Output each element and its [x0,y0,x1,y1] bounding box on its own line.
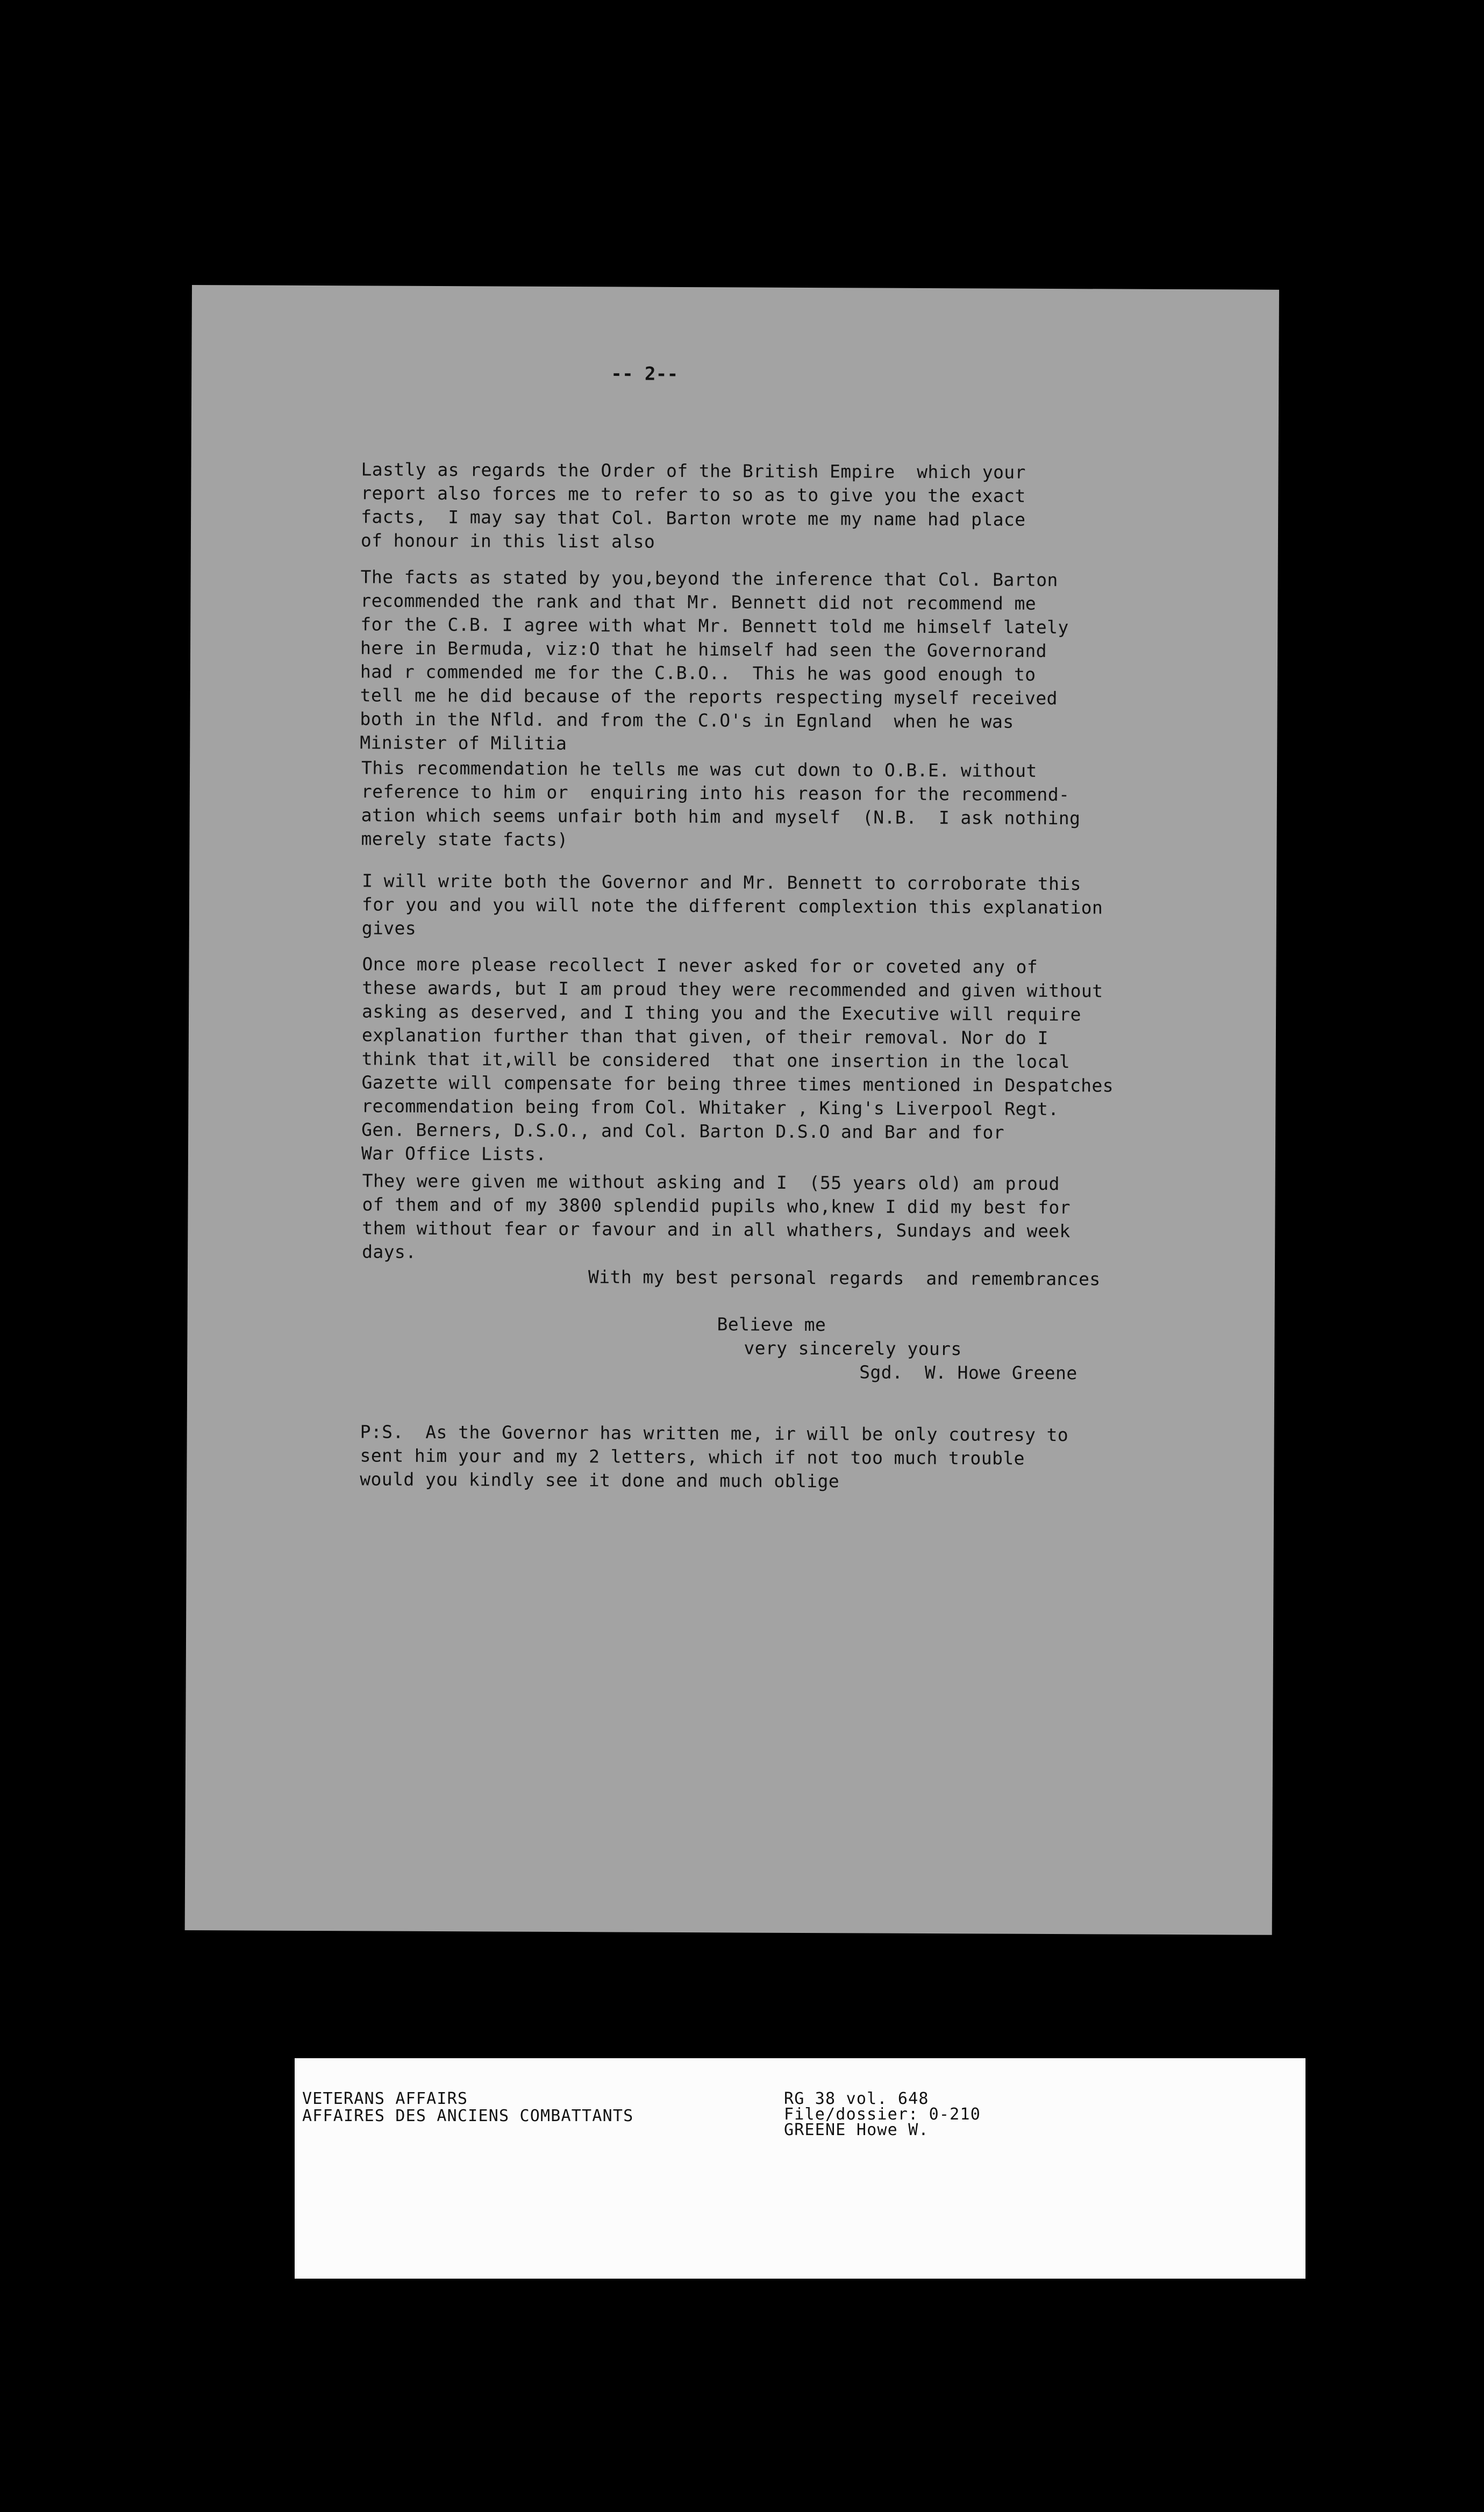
record-group: RG 38 vol. 648 [784,2089,929,2108]
paragraph-order-british-empire: Lastly as regards the Order of the British Empire which your report also forces me to refer to so as to give you the exact facts, I may say that Col. Barton wrote me my name had place of honour in this list also [360,459,1026,552]
closing-believe: Believe me [717,1314,826,1336]
department-english: VETERANS AFFAIRS [302,2089,468,2108]
letter-page [185,285,1279,1935]
closing-line: With my best personal regards and remembrances [588,1266,1101,1290]
subject-name: GREENE Howe W. [784,2121,929,2139]
paragraph-recommendation-cut-down: This recommendation he tells me was cut down to O.B.E. without reference to him or enquiring into his reason for the recommend- ation which seems unfair both him and myself (N.B. I ask nothing merely state facts) [361,757,1081,851]
file-number: File/dossier: 0-210 [784,2105,981,2124]
department-french: AFFAIRES DES ANCIENS COMBATTANTS [302,2107,634,2125]
paragraph-given-without-asking: They were given me without asking and I (55 years old) am proud of them and of my 3800 splendid pupils who,knew I did my best for them without fear or favour and in all whathers, Sundays and week days. [362,1170,1071,1262]
page-number: -- 2-- [611,363,679,385]
signature: Sgd. W. Howe Greene [859,1361,1078,1384]
closing-sincerely: very sincerely yours [744,1337,962,1360]
paragraph-recollect: Once more please recollect I never asked for or coveted any of these awards, but I am proud they were recommended and given without asking as deserved, and I thing you and the Executive will require explanation further than that given, of their removal. Nor do I think that it,will be considered that one insertion in the local Gazette will compensate for being three times mentioned in Despatches recommendation being from Col. Whitaker , King's Liverpool Regt. Gen. Berners, D.S.O., and Col. Barton D.S.O and Bar and for War Office Lists. [361,953,1114,1165]
postscript: P:S. As the Governor has written me, ir will be only coutresy to sent him your and my 2 letters, which if not too much trouble would you kindly see it done and much oblige [360,1421,1069,1492]
paragraph-facts-as-stated: The facts as stated by you,beyond the inference that Col. Barton recommended the rank and that Mr. Bennett did not recommend me for the C.B. I agree with what Mr. Bennett told me himself lately here in Bermuda, viz:O that he himself had seen the Governorand had r commended me for the C.B.O.. This he was good enough to tell me he did because of the reports respecting myself received both in the Nfld. and from the C.O's in Egnland when he was Minister of Militia [360,566,1069,754]
paragraph-will-write: I will write both the Governor and Mr. Bennett to corroborate this for you and you will note the different complextion this explanation gives [361,870,1103,939]
archive-reference-card [295,2058,1305,2279]
